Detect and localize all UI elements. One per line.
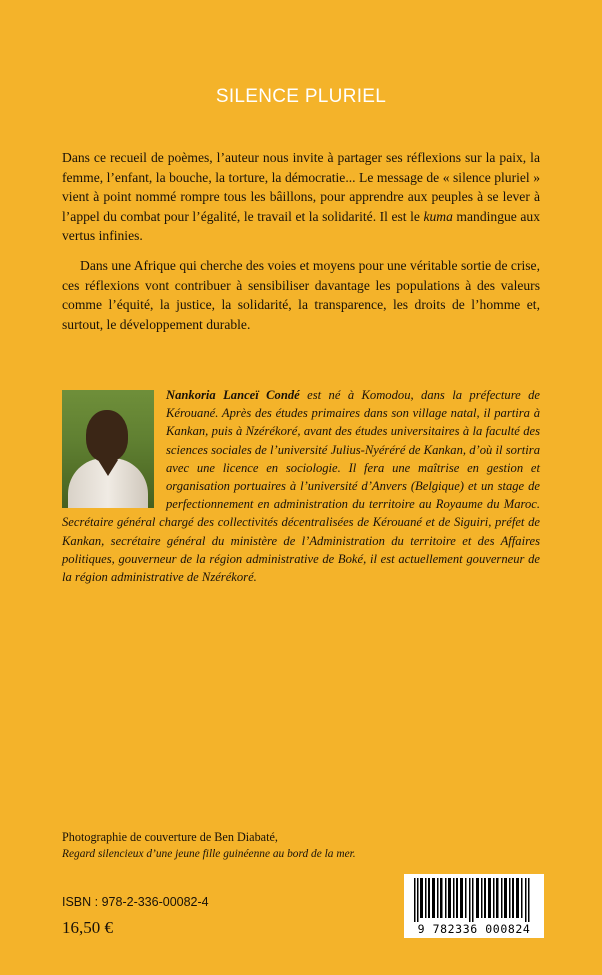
- price-text: 16,50 €: [62, 918, 113, 937]
- credits-line-1: Photographie de couverture de Ben Diabaté,: [62, 830, 278, 844]
- cover-photo-credits: [62, 829, 442, 863]
- author-photo: [62, 390, 154, 508]
- author-name: Nankoria Lanceï Condé: [166, 388, 300, 402]
- credits-line-2: Regard silencieux d’une jeune fille guinéenne au bord de la mer.: [62, 848, 356, 860]
- summary-text-1b: mandingue aux vertus infinies.: [62, 208, 540, 243]
- isbn-text: ISBN : 978-2-336-00082-4: [62, 895, 209, 909]
- barcode-bars: [412, 878, 536, 922]
- author-bio-block: [62, 386, 540, 586]
- barcode: [404, 874, 544, 938]
- author-bio: est né à Komodou, dans la préfecture de Kérouané. Après des études primaires dans son village natal, il partira à Kankan, puis à Nzérékoré, avant des études universitaires à la faculté des sciences sociales de l’université Julius-Nyéréré de Kankan, d’où il sortira avec une licence en sociologie. Il fera une maîtrise en gestion et organisation portuaires à l’université d’Anvers (Belgique) et un stage de perfectionnement en administration du territoire au Royaume du Maroc. Secrétaire général chargé des collectivités décentralisées de Kérouané et de Siguiri, préfet de Kankan, secrétaire général du ministère de l’Administration du territoire et des Affaires politiques, gouverneur de la région administrative de Boké, il est actuellement gouverneur de la région administrative de Nzérékoré.: [62, 388, 540, 585]
- book-title: SILENCE PLURIEL: [215, 86, 387, 107]
- kuma-word: kuma: [423, 208, 453, 224]
- summary-paragraph-1: [62, 148, 540, 246]
- summary-text-1a: Dans ce recueil de poèmes, l’auteur nous invite à partager ses réflexions sur la paix, la femme, l’enfant, la bouche, la torture, la démocratie... Le message de « silence pluriel » vient à point nommé rompre tous les bâillons, pour apprendre aux peuples à se lever à l’appel du combat pour l’égalité, le travail et la solidarité. Il est le: [62, 150, 540, 224]
- barcode-digits: 9 782336 000824: [417, 922, 531, 936]
- summary-paragraph-2: Dans une Afrique qui cherche des voies et moyens pour une véritable sortie de crise, ces réflexions vont contribuer à sensibiliser davantage les populations à des valeurs comme l’équité, la justice, la solidarité, la transparence, les droits de l’homme et, surtout, le développement durable.: [62, 258, 540, 332]
